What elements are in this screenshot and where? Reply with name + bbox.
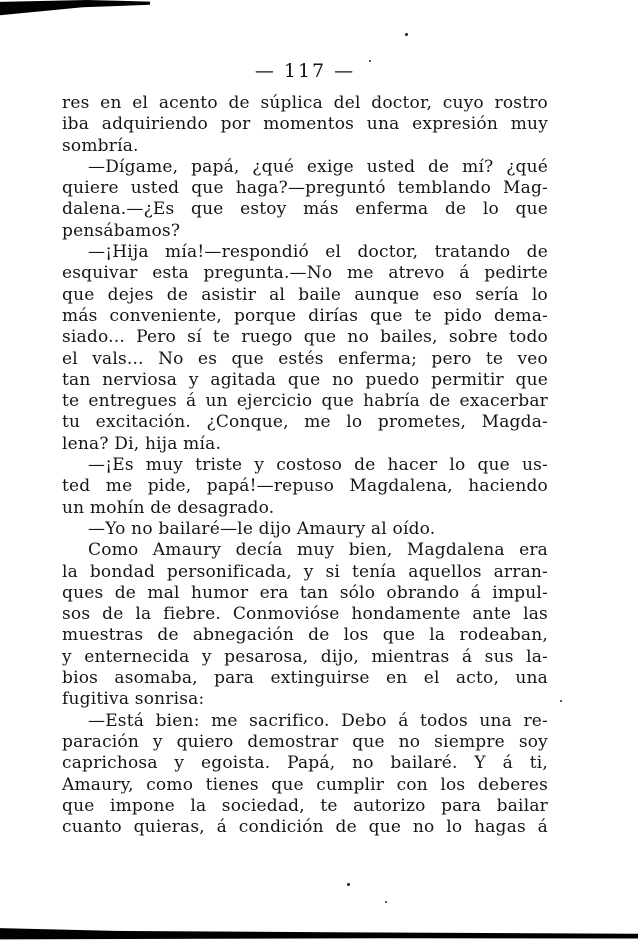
text-line: Como Amaury decía muy bien, Magdalena era bbox=[88, 540, 548, 561]
text-line: la bondad personificada, y si tenía aquellos arran- bbox=[62, 561, 548, 582]
text-line: ques de mal humor era tan sólo obrando á impul- bbox=[62, 582, 548, 603]
text-line: el vals... No es que estés enferma; pero te veo bbox=[62, 348, 548, 369]
text-line: quiere usted que haga?—preguntó temblando Mag- bbox=[62, 178, 548, 199]
text-line: dalena.—¿Es que estoy más enferma de lo que bbox=[62, 199, 548, 220]
text-line: te entregues á un ejercicio que habría de exacerbar bbox=[62, 391, 548, 412]
ink-speck bbox=[560, 700, 562, 702]
text-line: siado... Pero sí te ruego que no bailes, sobre todo bbox=[62, 327, 548, 348]
text-line: —Está bien: me sacrifico. Debo á todos una re- bbox=[88, 710, 548, 731]
page-number-header: — 117 — bbox=[254, 60, 356, 82]
text-line: un mohín de desagrado. bbox=[62, 497, 275, 518]
text-line: caprichosa y egoista. Papá, no bailaré. Y á ti, bbox=[62, 753, 548, 774]
text-line: más conveniente, porque dirías que te pido dema- bbox=[62, 305, 548, 326]
text-line: tu excitación. ¿Conque, me lo prometes, Magda- bbox=[62, 412, 548, 433]
text-line: ted me pide, papá!—repuso Magdalena, haciendo bbox=[62, 476, 548, 497]
text-line: muestras de abnegación de los que la rodeaban, bbox=[62, 625, 548, 646]
ink-speck bbox=[405, 33, 408, 36]
text-line: cuanto quieras, á condición de que no lo hagas á bbox=[62, 817, 548, 838]
text-line: que impone la sociedad, te autorizo para bailar bbox=[62, 795, 548, 816]
scan-artifact-top-left bbox=[0, 0, 150, 16]
text-line: —Yo no bailaré—le dijo Amaury al oído. bbox=[88, 518, 436, 539]
text-line: iba adquiriendo por momentos una expresión muy bbox=[62, 114, 548, 135]
text-line: y enternecida y pesarosa, dijo, mientras á sus la- bbox=[62, 646, 548, 667]
text-line: esquivar esta pregunta.—No me atrevo á pedirte bbox=[62, 263, 548, 284]
text-line: Amaury, como tienes que cumplir con los deberes bbox=[62, 774, 548, 795]
text-line: fugitiva sonrisa: bbox=[62, 689, 205, 710]
text-line: paración y quiero demostrar que no siempre soy bbox=[62, 731, 548, 752]
scan-artifact-bottom-edge bbox=[0, 927, 638, 941]
text-line: bios asomaba, para extinguirse en el acto, una bbox=[62, 668, 548, 689]
text-line: res en el acento de súplica del doctor, cuyo rostro bbox=[62, 93, 548, 113]
text-line: pensábamos? bbox=[62, 220, 181, 241]
ink-speck bbox=[385, 901, 387, 903]
ink-speck bbox=[347, 883, 350, 886]
text-line: sos de la fiebre. Conmovióse hondamente ante las bbox=[62, 604, 548, 625]
text-line: —¡Es muy triste y costoso de hacer lo que us- bbox=[88, 455, 548, 476]
text-line: sombría. bbox=[62, 135, 139, 156]
body-text bbox=[62, 93, 548, 838]
text-line: —Dígame, papá, ¿qué exige usted de mí? ¿qué bbox=[88, 156, 548, 177]
text-line: lena? Di, hija mía. bbox=[62, 433, 222, 454]
text-line: tan nerviosa y agitada que no puedo permitir que bbox=[62, 369, 548, 390]
text-line: que dejes de asistir al baile aunque eso sería lo bbox=[62, 284, 548, 305]
text-line: —¡Hija mía!—respondió el doctor, tratando de bbox=[88, 242, 548, 263]
